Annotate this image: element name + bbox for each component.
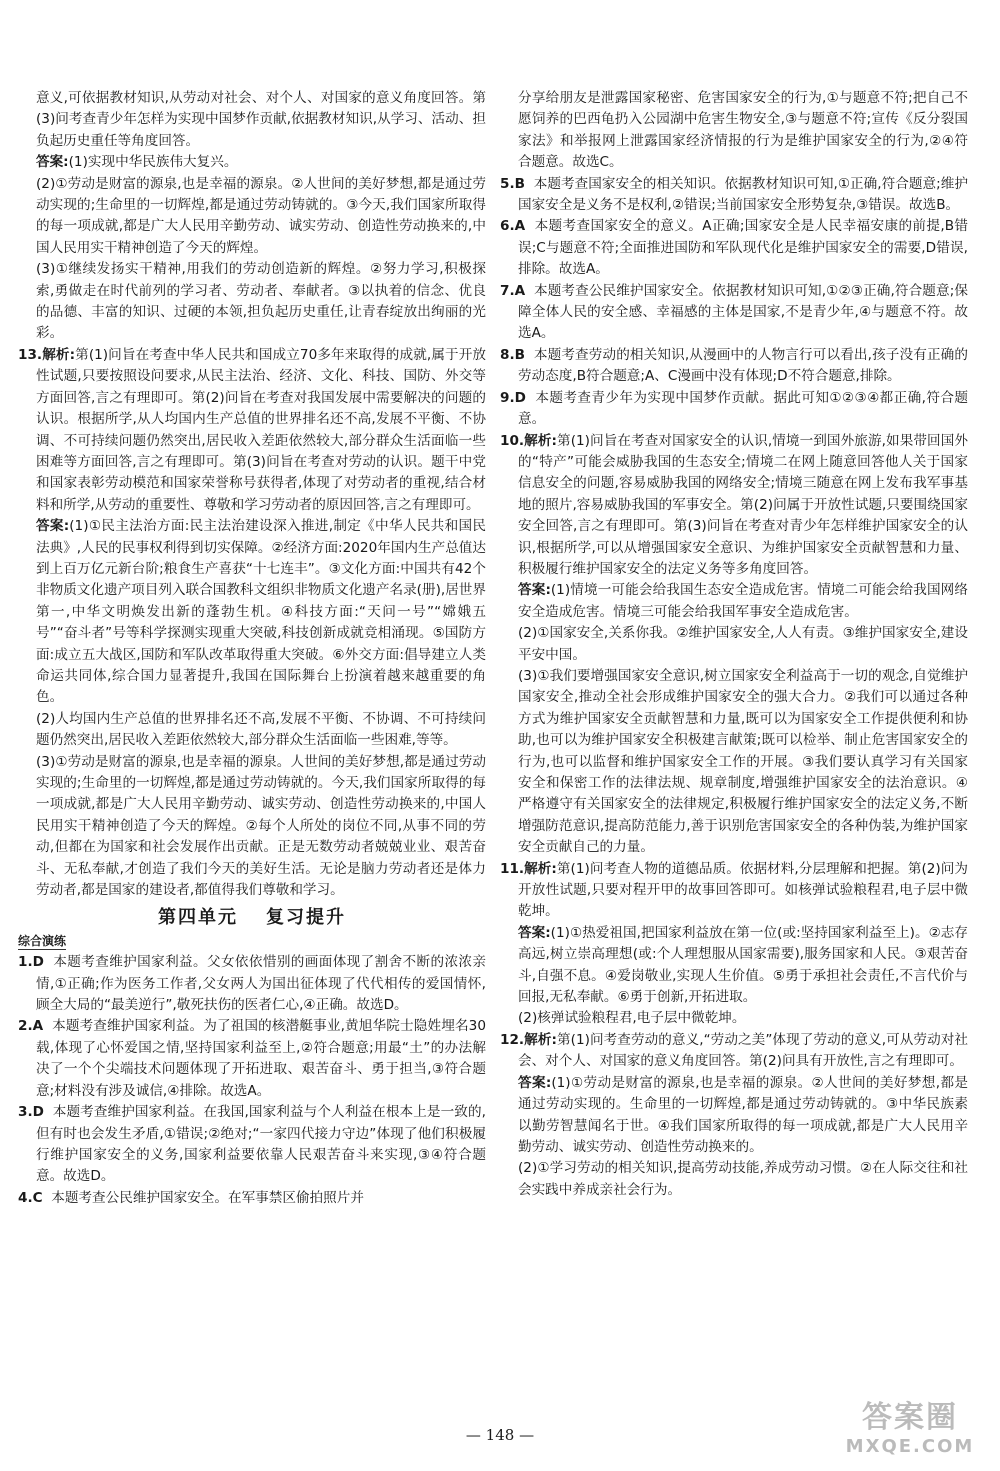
item-text: 本题考查公民维护国家安全。依据教材知识可知,①②③正确,符合题意;保障全体人民的安全感、幸福感的主体是国家,不是青少年,④与题意不符。故选A。 — [518, 282, 968, 342]
left-column — [18, 88, 486, 1209]
question-12 — [500, 1030, 968, 1073]
item-number: 7.A — [500, 282, 526, 299]
item-text: 本题考查国家安全的相关知识。依据教材知识可知,①正确,符合题意;维护国家安全是义务不是权利,②错误;当前国家安全形势复杂,③错误。故选B。 — [518, 175, 968, 214]
question-number: 13. — [18, 346, 43, 363]
item-number: 6.A — [500, 218, 526, 235]
item-7 — [500, 281, 968, 345]
answer-label: 答案: — [518, 924, 551, 941]
item-text: 本题考查国家安全的意义。A正确;国家安全是人民幸福安康的前提,B错误;C与题意不符;全面推进国防和军队现代化是维护国家安全的需要,D错误,排除。故选A。 — [518, 218, 968, 278]
question-13 — [18, 345, 486, 516]
paragraph: (2)①学习劳动的相关知识,提高劳动技能,养成劳动习惯。②在人际交往和社会实践中养成亲社会行为。 — [518, 1160, 968, 1198]
analysis-text: 第(1)问旨在考查对国家安全的认识,情境一到国外旅游,如果带回国外的“特产”可能会威胁我国的生态安全;情境二在网上随意回答他人关于国家信息安全的问题,容易威胁我国的网络安全;情境三随意在网上发布我军事基地的照片,容易威胁我国的军事安全。第(2)问属于开放性试题,只要围绕国家安全回答,言之有理即可。第(3)问旨在考查对青少年怎样维护国家安全的认识,根据所学,可以从增强国家安全意识、为维护国家安全贡献智慧和力量、积极履行维护国家安全的法定义务等多角度回答。 — [518, 432, 968, 577]
item-number: 3.D — [18, 1104, 44, 1121]
watermark-logo — [830, 1400, 990, 1464]
answer-line — [500, 1073, 968, 1159]
answer-text: (1)实现中华民族伟大复兴。 — [68, 154, 238, 171]
item-number: 4.C — [18, 1189, 43, 1206]
item-3 — [18, 1102, 486, 1188]
item-text: 本题考查维护国家利益。父女依依惜别的画面体现了割舍不断的浓浓亲情,①正确;作为医务工作者,父女两人为国出征体现了代代相传的爱国情怀,顾全大局的“最美逆行”,敬死扶伤的医者仁心,④正确。故选D。 — [36, 954, 486, 1014]
analysis-label: 解析: — [524, 1031, 557, 1048]
paragraph: 意义,可依据教材知识,从劳动对社会、对个人、对国家的意义角度回答。第(3)问考查青少年怎样为实现中国梦作贡献,依据教材知识,从学习、活动、担负起历史重任等角度回答。 — [36, 90, 486, 149]
paragraph: (2)①劳动是财富的源泉,也是幸福的源泉。②人世间的美好梦想,都是通过劳动实现的;生命里的一切辉煌,都是通过劳动铸就的。③今天,我们国家所取得的每一项成就,都是广大人民用辛勤劳动、诚实劳动、创造性劳动换来的,中国人民用实干精神创造了今天的辉煌。 — [36, 175, 486, 256]
item-number: 1.D — [18, 954, 44, 971]
answer-text: (1)①热爱祖国,把国家利益放在第一位(或:坚持国家利益至上)。②志存高远,树立崇高理想(或:个人理想服从国家需要),服务国家和人民。③艰苦奋斗,自强不息。④爱岗敬业,实现人生价值。⑤勇于承担社会责任,不言代价与回报,无私奉献。⑥勇于创新,开拓进取。 — [518, 924, 968, 1006]
paragraph: 分享给朋友是泄露国家秘密、危害国家安全的行为,①与题意不符;把自己不愿饲养的巴西龟扔入公园湖中危害生物安全,③与题意不符;宣传《反分裂国家法》和举报网上泄露国家经济情报的行为是维护国家安全的行为,②④符合题意。故选C。 — [518, 90, 968, 171]
question-11 — [500, 859, 968, 923]
question-number: 10. — [500, 432, 525, 449]
unit-title-a: 第四单元 — [158, 907, 238, 929]
answer-label: 答案: — [36, 518, 70, 535]
analysis-text: 第(1)问考查劳动的意义,“劳动之美”体现了劳动的意义,可从劳动对社会、对个人、对国家的意义角度回答。第(2)问具有开放性,言之有理即可。 — [518, 1031, 968, 1070]
answer-text: (1)①劳动是财富的源泉,也是幸福的源泉。②人世间的美好梦想,都是通过劳动实现的。生命里的一切辉煌,都是通过劳动铸就的。③中华民族素以勤劳智慧闻名于世。④我们国家所取得的每一项成就,都是广大人民用辛勤劳动、诚实劳动、创造性劳动换来的。 — [518, 1074, 968, 1155]
paragraph: (3)①劳动是财富的源泉,也是幸福的源泉。人世间的美好梦想,都是通过劳动实现的;生命里的一切辉煌,都是通过劳动铸就的。今天,我们国家所取得的每一项成就,都是广大人民用辛勤劳动、诚实劳动、创造性劳动换来的,中国人民用实干精神创造了今天的辉煌。②每个人所处的岗位不同,从事不同的劳动,但都在为国家和社会发展作出贡献。正是无数劳动者兢兢业业、艰苦奋斗、无私奉献,才创造了我们今天的美好生活。无论是脑力劳动者还是体力劳动者,都是国家的建设者,都值得我们尊敬和学习。 — [36, 753, 486, 899]
item-1 — [18, 952, 486, 1016]
item-8 — [500, 345, 968, 388]
answer-line — [500, 923, 968, 1009]
item-text: 本题考查维护国家利益。在我国,国家利益与个人利益在根本上是一致的,但有时也会发生矛盾,①错误;②绝对;“一家四代接力守边”体现了他们积极履行维护国家安全的义务,国家利益要依靠人民艰苦奋斗来实现,③④符合题意。故选D。 — [36, 1104, 486, 1185]
unit-title — [18, 907, 486, 928]
paragraph: (3)①继续发扬实干精神,用我们的劳动创造新的辉煌。②努力学习,积极探索,勇做走在时代前列的学习者、劳动者、奉献者。③以执着的信念、优良的品德、丰富的知识、过硬的本领,担负起历史重任,让青春绽放出绚丽的光彩。 — [36, 261, 486, 342]
unit-title-b: 复习提升 — [266, 907, 346, 929]
answer-label: 答案: — [36, 154, 69, 171]
item-4 — [18, 1188, 486, 1209]
right-column — [500, 88, 968, 1201]
watermark-top: 答案圈 — [862, 1400, 958, 1435]
item-number: 5.B — [500, 175, 525, 192]
item-9 — [500, 388, 968, 431]
analysis-text: 第(1)问旨在考查中华人民共和国成立70多年来取得的成就,属于开放性试题,只要按照设问要求,从民主法治、经济、文化、科技、国防、外交等方面回答,言之有理即可。第(2)问旨在考查对我国发展中需要解决的问题的认识。根据所学,从人均国内生产总值的世界排名还不高,发展不平衡、不协调、不可持续问题仍然突出,居民收入差距依然较大,部分群众生活面临一些困难等方面回答,言之有理即可。第(3)问旨在考查对劳动的认识。题干中党和国家表彰劳动模范和国家荣誉称号获得者,体现了对劳动者的重视,结合材料和所学,从劳动的重要性、尊敬和学习劳动者的原因回答,言之有理即可。 — [36, 346, 487, 513]
item-text: 本题考查公民维护国家安全。在军事禁区偷拍照片并 — [51, 1189, 364, 1206]
section-label: 综合演练 — [18, 933, 67, 948]
paragraph: (2)①国家安全,关系你我。②维护国家安全,人人有责。③维护国家安全,建设平安中国。 — [518, 625, 968, 663]
answer-line — [18, 152, 486, 173]
analysis-label: 解析: — [42, 346, 76, 363]
paragraph: (2)核弹试验粮程君,电子层中微乾坤。 — [518, 1010, 746, 1027]
page-number: — 148 — — [465, 1426, 535, 1444]
item-text: 本题考查青少年为实现中国梦作贡献。据此可知①②③④都正确,符合题意。 — [518, 389, 968, 428]
answer-text: (1)①民主法治方面:民主法治建设深入推进,制定《中华人民共和国民法典》,人民的民事权利得到切实保障。②经济方面:2020年国内生产总值达到上百万亿元新台阶;粮食生产喜获“十七连丰”。③文化方面:中国共有42个非物质文化遗产项目列入联合国教科文组织非物质文化遗产名录(册),居世界第一,中华文明焕发出新的蓬勃生机。④科技方面:“天问一号”“嫦娥五号”“奋斗者”号等科学探测实现重大突破,科技创新成就竞相涌现。⑤国防方面:成立五大战区,国防和军队改革取得重大突破。⑥外交方面:倡导建立人类命运共同体,综合国力显著提升,我国在国际舞台上扮演着越来越重要的角色。 — [36, 518, 486, 706]
item-number: 2.A — [18, 1018, 44, 1035]
analysis-text: 第(1)问考查人物的道德品质。依据材料,分层理解和把握。第(2)问为开放性试题,只要对程开甲的故事回答即可。如核弹试验粮程君,电子层中微乾坤。 — [518, 860, 968, 920]
paragraph: (2)人均国内生产总值的世界排名还不高,发展不平衡、不协调、不可持续问题仍然突出,居民收入差距依然较大,部分群众生活面临一些困难,等等。 — [36, 710, 486, 749]
item-text: 本题考查劳动的相关知识,从漫画中的人物言行可以看出,孩子没有正确的劳动态度,B符合题意;A、C漫画中没有体现;D不符合题意,排除。 — [518, 346, 968, 385]
item-2 — [18, 1016, 486, 1102]
item-6 — [500, 216, 968, 280]
item-number: 9.D — [500, 389, 526, 406]
item-5 — [500, 174, 968, 217]
question-number: 11. — [500, 860, 525, 877]
answer-label: 答案: — [518, 1074, 552, 1091]
paragraph: (3)①我们要增强国家安全意识,树立国家安全利益高于一切的观念,自觉维护国家安全,推动全社会形成维护国家安全的强大合力。②我们可以通过各种方式为维护国家安全贡献智慧和力量,既可以为国家安全工作提供便利和协助,也可以为维护国家安全积极建言献策;既可以检举、制止危害国家安全的行为,也可以监督和维护国家安全工作的开展。③我们要认真学习有关国家安全和保密工作的法律法规、规章制度,增强维护国家安全的法治意识。④严格遵守有关国家安全的法律规定,积极履行维护国家安全的法定义务,不断增强防范意识,提高防范能力,善于识别危害国家安全的各种伪装,为维护国家安全贡献自己的力量。 — [518, 667, 968, 856]
item-text: 本题考查维护国家利益。为了祖国的核潜艇事业,黄旭华院士隐姓埋名30载,体现了心怀爱国之情,坚持国家利益至上,②符合题意;用最“土”的办法解决了一个个尖端技术问题体现了开拓进取、艰苦奋斗、勇于担当,③符合题意;材料没有涉及诚信,④排除。故选A。 — [36, 1018, 486, 1099]
question-10 — [500, 431, 968, 581]
answer-text: (1)情境一可能会给我国生态安全造成危害。情境二可能会给我国网络安全造成危害。情境三可能会给我国军事安全造成危害。 — [518, 582, 968, 620]
analysis-label: 解析: — [524, 860, 557, 877]
answer-line — [18, 516, 486, 709]
watermark-bottom: MXQE.COM — [845, 1436, 975, 1457]
analysis-label: 解析: — [524, 432, 557, 449]
answer-label: 答案: — [518, 582, 551, 599]
item-number: 8.B — [500, 346, 525, 363]
answer-line — [500, 580, 968, 623]
question-number: 12. — [500, 1031, 525, 1048]
